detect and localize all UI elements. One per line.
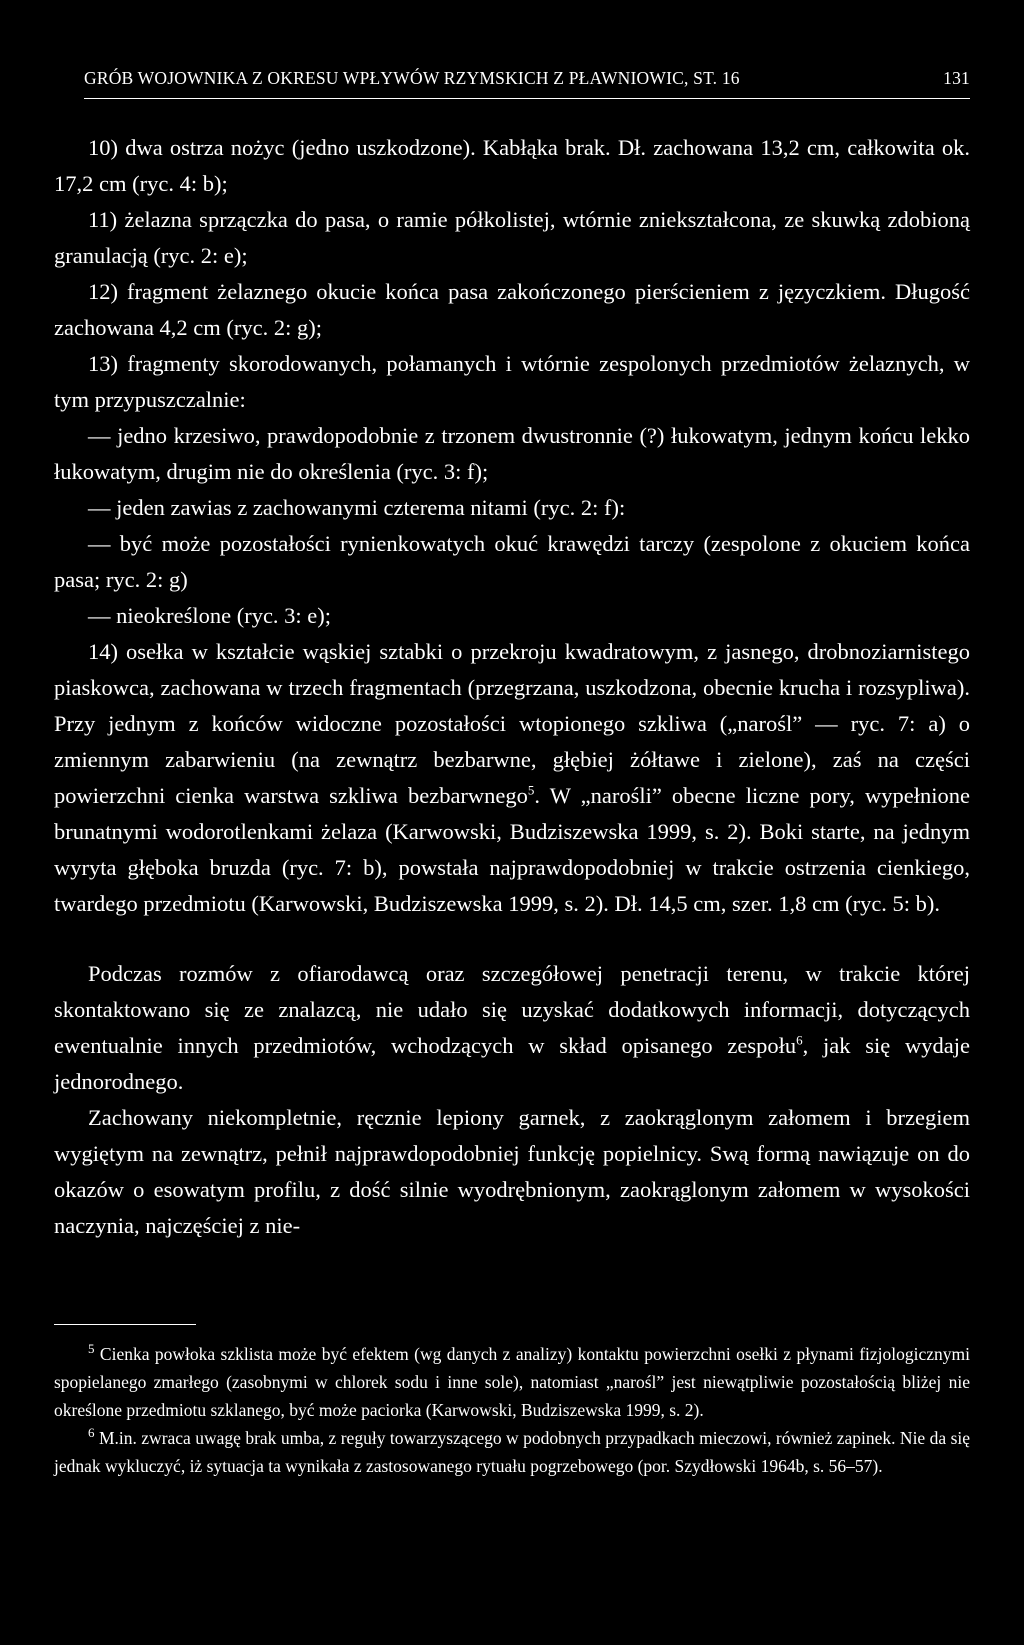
sub-item-zawias: — jeden zawias z zachowanymi czterema nitami (ryc. 2: f): — [88, 495, 626, 520]
footnotes — [54, 1340, 970, 1480]
page-number: 131 — [943, 68, 970, 88]
footnote-ref-5: 5 — [527, 782, 535, 798]
list-item-13: 13) fragmenty skorodowanych, połamanych i wtórnie zespolonych przedmiotów żelaznych, w tym przypuszczalnie: — [54, 351, 970, 412]
header-rule — [84, 98, 970, 99]
paragraph-garnek: Zachowany niekompletnie, ręcznie lepiony garnek, z zaokrąglonym załomem i brzegiem wygiętym na zewnątrz, pełnił najprawdopodobniej funkcję popielnicy. Swą formą nawiązuje on do okazów o esowatym profilu, z dość silnie wyodrębnionym, zaokrąglonym załomem w wysokości naczynia, najczęściej z nie- — [54, 1105, 970, 1238]
footnote-6: $^6$ M.in. zwraca uwagę brak umba, z reguły towarzyszącego w podobnych przypadkach mieczowi, również zapinek. Nie da się jednak wykluczyć, iż sytuacja ta wynikała z zastosowanego rytuału pogrzebowego (por. Szydłowski 1964b, s. 56–57). — [54, 1425, 971, 1476]
paragraph-podczas: Podczas rozmów z ofiarodawcą oraz szczegółowej penetracji terenu, w trakcie której skontaktowano się ze znalazcą, nie udało się uzyskać dodatkowych informacji, dotyczących ewentualnie innych przedmiotów, wchodzących w skład opisanego zespołu$^6$, jak się wydaje jednorodnego. — [54, 961, 970, 1094]
list-item-12: 12) fragment żelaznego okucie końca pasa zakończonego pierścieniem z języczkiem. Długość zachowana 4,2 cm (ryc. 2: g); — [54, 279, 970, 340]
footnote-5: $^5$ Cienka powłoka szklista może być efektem (wg danych z analizy) kontaktu powierzchni osełki z płynami fizjologicznymi spopielanego zmarłego (zasobnymi w chlorek sodu i inne sole), natomiast „narośl” jest niewątpliwie pozostałością bliżej nie określone przedmiotu szklanego, być może paciorka (Karwowski, Budziszewska 1999, s. 2). — [54, 1341, 970, 1420]
sub-item-okucia: — być może pozostałości rynienkowatych okuć krawędzi tarczy (zespolone z okuciem końca pasa; ryc. 2: g) — [54, 531, 970, 592]
list-item-10: 10) dwa ostrza nożyc (jedno uszkodzone). Kabłąka brak. Dł. zachowana 13,2 cm, całkowita ok. 17,2 cm (ryc. 4: b); — [54, 135, 970, 196]
running-title: GRÓB WOJOWNIKA Z OKRESU WPŁYWÓW RZYMSKICH Z PŁAWNIOWIC, ST. 16 — [84, 68, 740, 88]
sub-item-krzesiwo: — jedno krzesiwo, prawdopodobnie z trzonem dwustronnie (?) łukowatym, jednym końcu lekko łukowatym, drugim nie do określenia (ryc. 3: f); — [54, 423, 970, 484]
sub-item-nieokreslone: — nieokreślone (ryc. 3: e); — [88, 603, 332, 628]
footnote-mark: 6 — [88, 1425, 95, 1441]
footnote-mark: 5 — [88, 1341, 95, 1357]
footnote-rule — [54, 1324, 196, 1325]
main-text — [54, 130, 970, 1244]
list-item-11: 11) żelazna sprzączka do pasa, o ramie półkolistej, wtórnie zniekształcona, ze skuwką zdobioną granulacją (ryc. 2: e); — [54, 207, 970, 268]
list-item-14: 14) osełka w kształcie wąskiej sztabki o przekroju kwadratowym, z jasnego, drobnoziarnistego piaskowca, zachowana w trzech fragmentach (przegrzana, uszkodzona, obecnie krucha i rozsypliwa). Przy jednym z końców widoczne pozostałości wtopionego szkliwa („narośl” — ryc. 7: a) o zmiennym zabarwieniu (na zewnątrz bezbarwne, głębiej żółtawe i zielone), zaś na części powierzchni cienka warstwa szkliwa bezbarwnego$^5$. W „narośli” obecne liczne pory, wypełnione brunatnymi wodorotlenkami żelaza (Karwowski, Budziszewska 1999, s. 2). Boki starte, na jednym wyryta głęboka bruzda (ryc. 7: b), powstała najprawdopodobniej w trakcie ostrzenia cienkiego, twardego przedmiotu (Karwowski, Budziszewska 1999, s. 2). Dł. 14,5 cm, szer. 1,8 cm (ryc. 5: b). — [54, 639, 970, 916]
footnote-ref-6: 6 — [796, 1032, 803, 1048]
running-header — [84, 68, 970, 89]
